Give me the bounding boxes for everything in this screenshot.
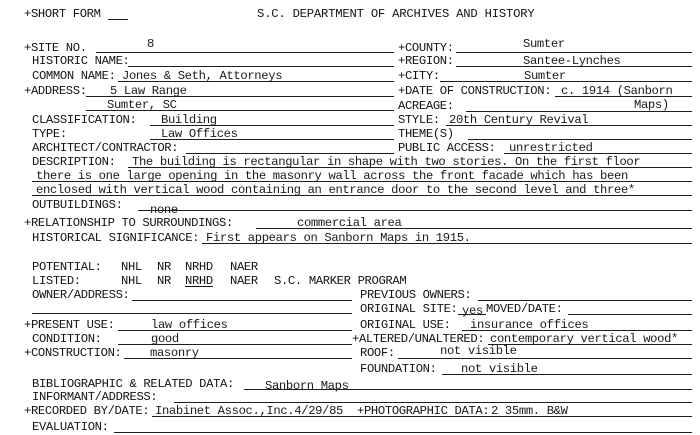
classification-value: Building (161, 113, 217, 127)
architect-label: ARCHITECT/CONTRACTOR: (32, 141, 179, 155)
address-line1-value: 5 Law Range (110, 84, 187, 98)
previous-owners-label: PREVIOUS OWNERS: (360, 288, 472, 302)
potential-naer: NAER (230, 260, 258, 274)
roof-value: not visible (440, 344, 517, 358)
county-value: Sumter (523, 37, 565, 51)
type-value: Law Offices (161, 127, 238, 141)
style-value: 20th Century Revival (449, 113, 589, 127)
original-site-value: yes (462, 304, 483, 318)
common-name-value: Jones & Seth, Attorneys (122, 69, 283, 83)
altered-line (488, 344, 692, 345)
present-use-line (118, 330, 352, 331)
classification-line (150, 125, 394, 126)
county-label: +COUNTY: (398, 41, 454, 55)
potential-nr: NR (157, 260, 171, 274)
original-use-value: insurance offices (470, 318, 589, 332)
altered-value: contemporary vertical wood* (490, 332, 679, 346)
present-use-label: +PRESENT USE: (24, 318, 115, 332)
description-rule3 (32, 195, 692, 196)
date-of-construction-label: +DATE OF CONSTRUCTION: (398, 84, 552, 98)
altered-label: +ALTERED/UNALTERED: (352, 332, 485, 346)
region-line (456, 66, 692, 67)
relationship-label: +RELATIONSHIP TO SURROUNDINGS: (24, 216, 233, 230)
present-use-value: law offices (151, 318, 228, 332)
classification-label: CLASSIFICATION: (32, 113, 137, 127)
original-site-label: ORIGINAL SITE: (360, 302, 458, 316)
moved-date-line (568, 314, 692, 315)
owner-label: OWNER/ADDRESS: (32, 288, 130, 302)
type-label: TYPE: (32, 127, 67, 141)
original-site-line (458, 314, 486, 315)
department-title: S.C. DEPARTMENT OF ARCHIVES AND HISTORY (257, 7, 535, 21)
potential-nrhd: NRHD (185, 260, 213, 274)
description-rule2 (32, 181, 692, 182)
acreage-line (466, 111, 692, 112)
significance-value: First appears on Sanborn Maps in 1915. (206, 231, 471, 245)
relationship-value: commercial area (297, 216, 402, 230)
previous-owners-line (478, 300, 692, 301)
owner-line (132, 300, 352, 301)
description-line3: enclosed with vertical wood containing an entrance door to the second level and three* (36, 183, 635, 197)
date-of-construction-value: c. 1914 (Sanborn (561, 84, 673, 98)
marker-program-label: S.C. MARKER PROGRAM (274, 274, 407, 288)
potential-nhl: NHL (121, 260, 142, 274)
informant-line (174, 402, 692, 403)
historic-name-line (128, 66, 394, 67)
evaluation-line (114, 432, 692, 433)
region-value: Santee-Lynches (523, 54, 621, 68)
form-type-label: +SHORT FORM (24, 7, 101, 21)
address-line2 (86, 110, 394, 111)
description-label: DESCRIPTION: (32, 155, 116, 169)
description-line2: there is one large opening in the masonry wall across the front facade which has been (36, 169, 628, 183)
foundation-line (442, 374, 692, 375)
listed-nrhd: NRHD (185, 274, 213, 288)
style-label: STYLE: (398, 113, 440, 127)
photographic-data-value: 2 35mm. B&W (491, 404, 568, 418)
original-use-label: ORIGINAL USE: (360, 318, 451, 332)
condition-value: good (151, 332, 179, 346)
listed-label: LISTED: (32, 274, 81, 288)
listed-nhl: NHL (121, 274, 142, 288)
original-use-line (462, 330, 692, 331)
potential-label: POTENTIAL: (32, 260, 102, 274)
type-line (150, 139, 394, 140)
date-line1 (555, 96, 692, 97)
address-line2-value: Sumter, SC (107, 98, 177, 112)
condition-line (118, 344, 352, 345)
outbuildings-line (138, 210, 692, 211)
evaluation-label: EVALUATION: (32, 420, 109, 434)
recorded-line (152, 416, 692, 417)
owner-line-2 (32, 313, 352, 314)
style-line (446, 125, 692, 126)
roof-label: ROOF: (360, 346, 395, 360)
themes-line (468, 139, 692, 140)
photographic-data-label: +PHOTOGRAPHIC DATA: (357, 404, 490, 418)
public-access-line (504, 153, 692, 154)
architect-line (186, 153, 394, 154)
description-rule1 (128, 167, 692, 168)
relationship-line (256, 228, 692, 229)
foundation-value: not visible (461, 362, 538, 376)
common-name-label: COMMON NAME: (32, 69, 116, 83)
common-name-line (118, 81, 394, 82)
site-no-value: 8 (147, 37, 154, 51)
address-line1 (86, 96, 394, 97)
condition-label: CONDITION: (32, 332, 102, 346)
construction-value: masonry (150, 346, 199, 360)
site-no-line (96, 52, 394, 53)
recorded-by-value: Inabinet Assoc.,Inc.4/29/85 (155, 404, 344, 418)
foundation-label: FOUNDATION: (360, 362, 437, 376)
listed-nr: NR (157, 274, 171, 288)
bibliographic-line (244, 389, 692, 390)
region-label: +REGION: (398, 54, 454, 68)
themes-label: THEME(S) (398, 127, 454, 141)
construction-label: +CONSTRUCTION: (24, 346, 122, 360)
county-line (456, 52, 692, 53)
outbuildings-value: none (150, 203, 178, 217)
date-of-construction-value-cont: Maps) (634, 98, 669, 112)
city-label: +CITY: (398, 69, 440, 83)
significance-label: HISTORICAL SIGNIFICANCE: (32, 231, 200, 245)
listed-naer: NAER (230, 274, 258, 288)
description-line1: The building is rectangular in shape with two stories. On the first floor (132, 155, 641, 169)
outbuildings-label: OUTBUILDINGS: (32, 198, 123, 212)
city-value: Sumter (524, 69, 566, 83)
bibliographic-label: BIBLIOGRAPHIC & RELATED DATA: (32, 377, 234, 391)
public-access-label: PUBLIC ACCESS: (398, 141, 496, 155)
moved-date-label: MOVED/DATE: (486, 302, 563, 316)
bibliographic-value: Sanborn Maps (265, 379, 349, 393)
public-access-value: unrestricted (509, 141, 593, 155)
form-type-blank (108, 19, 128, 20)
address-label: +ADDRESS: (24, 84, 87, 98)
construction-line (124, 358, 352, 359)
city-line (440, 81, 692, 82)
recorded-by-label: +RECORDED BY/DATE: (24, 404, 150, 418)
site-no-label: +SITE NO. (24, 41, 87, 55)
historic-name-label: HISTORIC NAME: (32, 54, 130, 68)
significance-line (202, 243, 692, 244)
roof-line (398, 358, 692, 359)
informant-label: INFORMANT/ADDRESS: (32, 390, 158, 404)
acreage-label: ACREAGE: (398, 99, 454, 113)
